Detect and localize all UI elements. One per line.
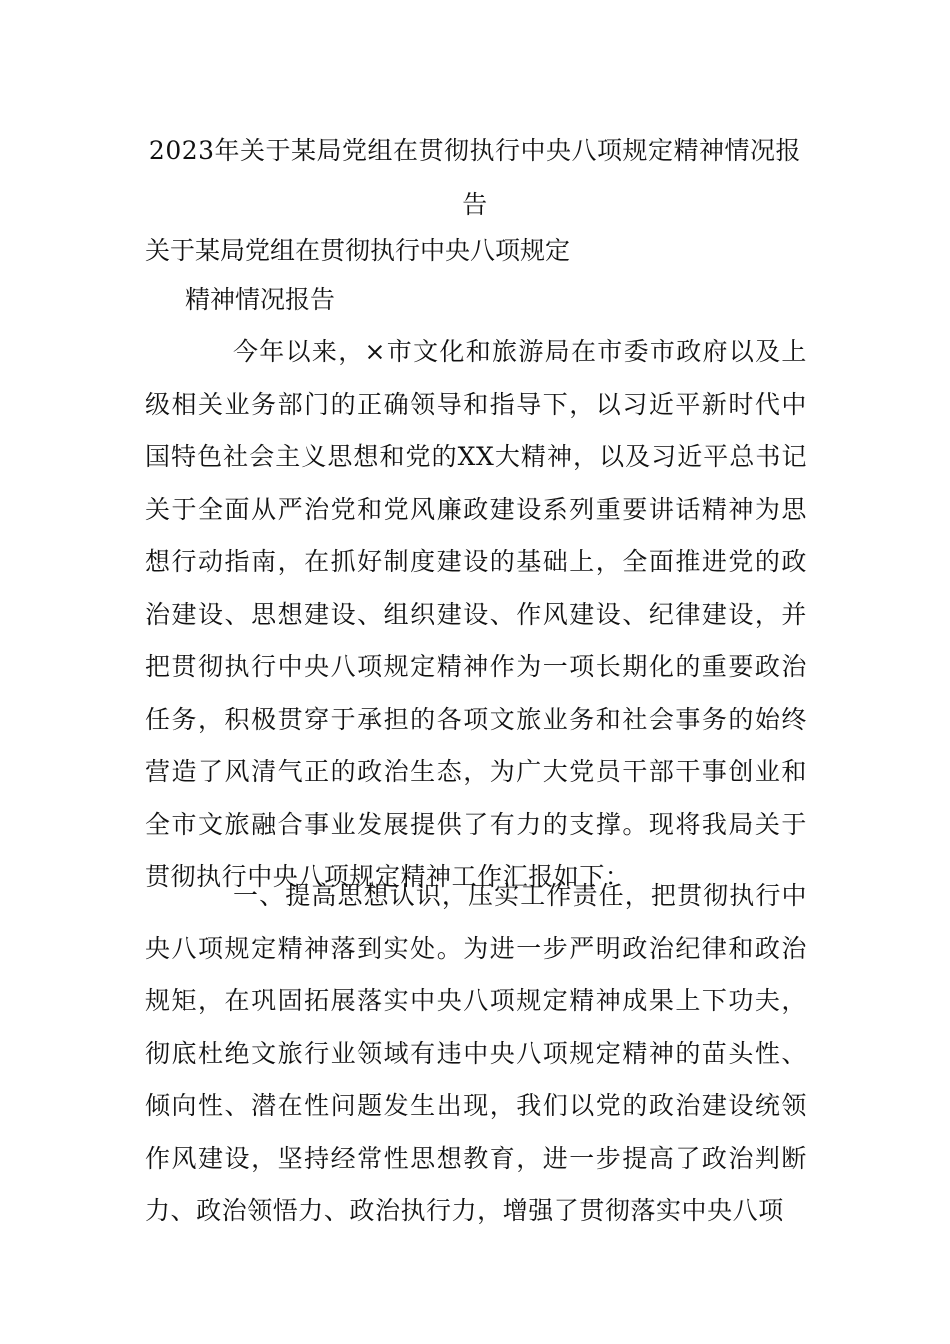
- document-subtitle-line2: 精神情况报告: [185, 285, 336, 314]
- body-paragraph-section-one: 一、提高思想认识，压实工作责任，把贯彻执行中央八项规定精神落到实处。为进一步严明政治纪律和政治规矩，在巩固拓展落实中央八项规定精神成果上下功夫，彻底杜绝文旅行业领域有违中央八项规定精神的苗头性、倾向性、潜在性问题发生出现，我们以党的政治建设统领作风建设，坚持经常性思想教育，进一步提高了政治判断力、政治领悟力、政治执行力，增强了贯彻落实中央八项: [145, 881, 807, 1225]
- document-subtitle-line1: 关于某局党组在贯彻执行中央八项规定: [145, 236, 571, 265]
- body-paragraph-intro: 今年以来，×市文化和旅游局在市委市政府以及上级相关业务部门的正确领导和指导下，以习近平新时代中国特色社会主义思想和党的XX大精神，以及习近平总书记关于全面从严治党和党风廉政建设系列重要讲话精神为思想行动指南，在抓好制度建设的基础上，全面推进党的政治建设、思想建设、组织建设、作风建设、纪律建设，并把贯彻执行中央八项规定精神作为一项长期化的重要政治任务，积极贯穿于承担的各项文旅业务和社会事务的始终营造了风清气正的政治生态，为广大党员干部干事创业和全市文旅融合事业发展提供了有力的支撑。现将我局关于贯彻执行中央八项规定精神工作汇报如下：: [145, 337, 807, 891]
- document-title: 2023年关于某局党组在贯彻执行中央八项规定精神情况报告: [148, 136, 802, 219]
